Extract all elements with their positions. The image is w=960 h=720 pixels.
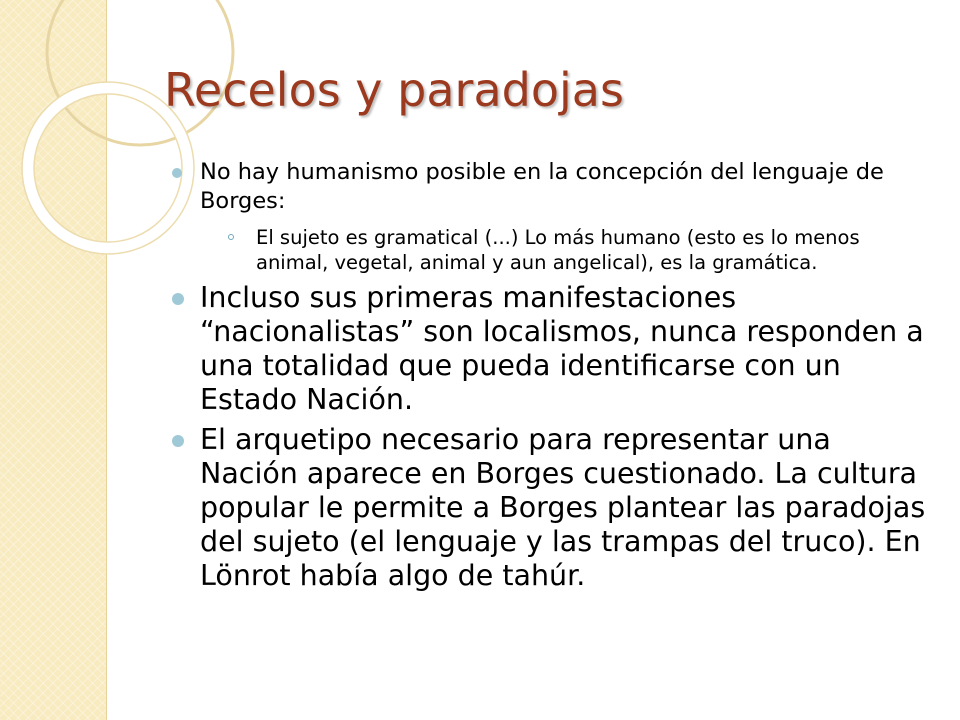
bullet-list bbox=[172, 158, 927, 593]
bullet-dot-icon bbox=[172, 293, 184, 305]
slide-title: Recelos y paradojas bbox=[164, 63, 624, 117]
bullet-dot-icon bbox=[172, 168, 182, 178]
slide-content bbox=[172, 158, 927, 593]
sub-bullet-list bbox=[200, 225, 927, 275]
bullet-text: No hay humanismo posible en la concepción del lenguaje de Borges: bbox=[200, 159, 884, 214]
decorative-sidebar bbox=[0, 0, 107, 720]
sub-bullet-ring-icon bbox=[228, 234, 234, 240]
bullet-item-humanismo bbox=[172, 158, 927, 275]
bullet-text: Incluso sus primeras manifestaciones “nacionalistas” son localismos, nunca responden a una totalidad que pueda identificarse con un Estado Nación. bbox=[200, 281, 924, 416]
sub-bullet-text: El sujeto es gramatical (...) Lo más humano (esto es lo menos animal, vegetal, animal y aun angelical), es la gramática. bbox=[256, 226, 860, 274]
bullet-dot-icon bbox=[172, 435, 184, 447]
bullet-text: El arquetipo necesario para representar una Nación aparece en Borges cuestionado. La cultura popular le permite a Borges plantear las paradojas del sujeto (el lenguaje y las trampas del truco). En Lönrot había algo de tahúr. bbox=[200, 423, 926, 592]
bullet-item-nacionalistas bbox=[172, 281, 927, 417]
sub-bullet-item-sujeto bbox=[228, 225, 927, 275]
bullet-item-arquetipo bbox=[172, 423, 927, 593]
